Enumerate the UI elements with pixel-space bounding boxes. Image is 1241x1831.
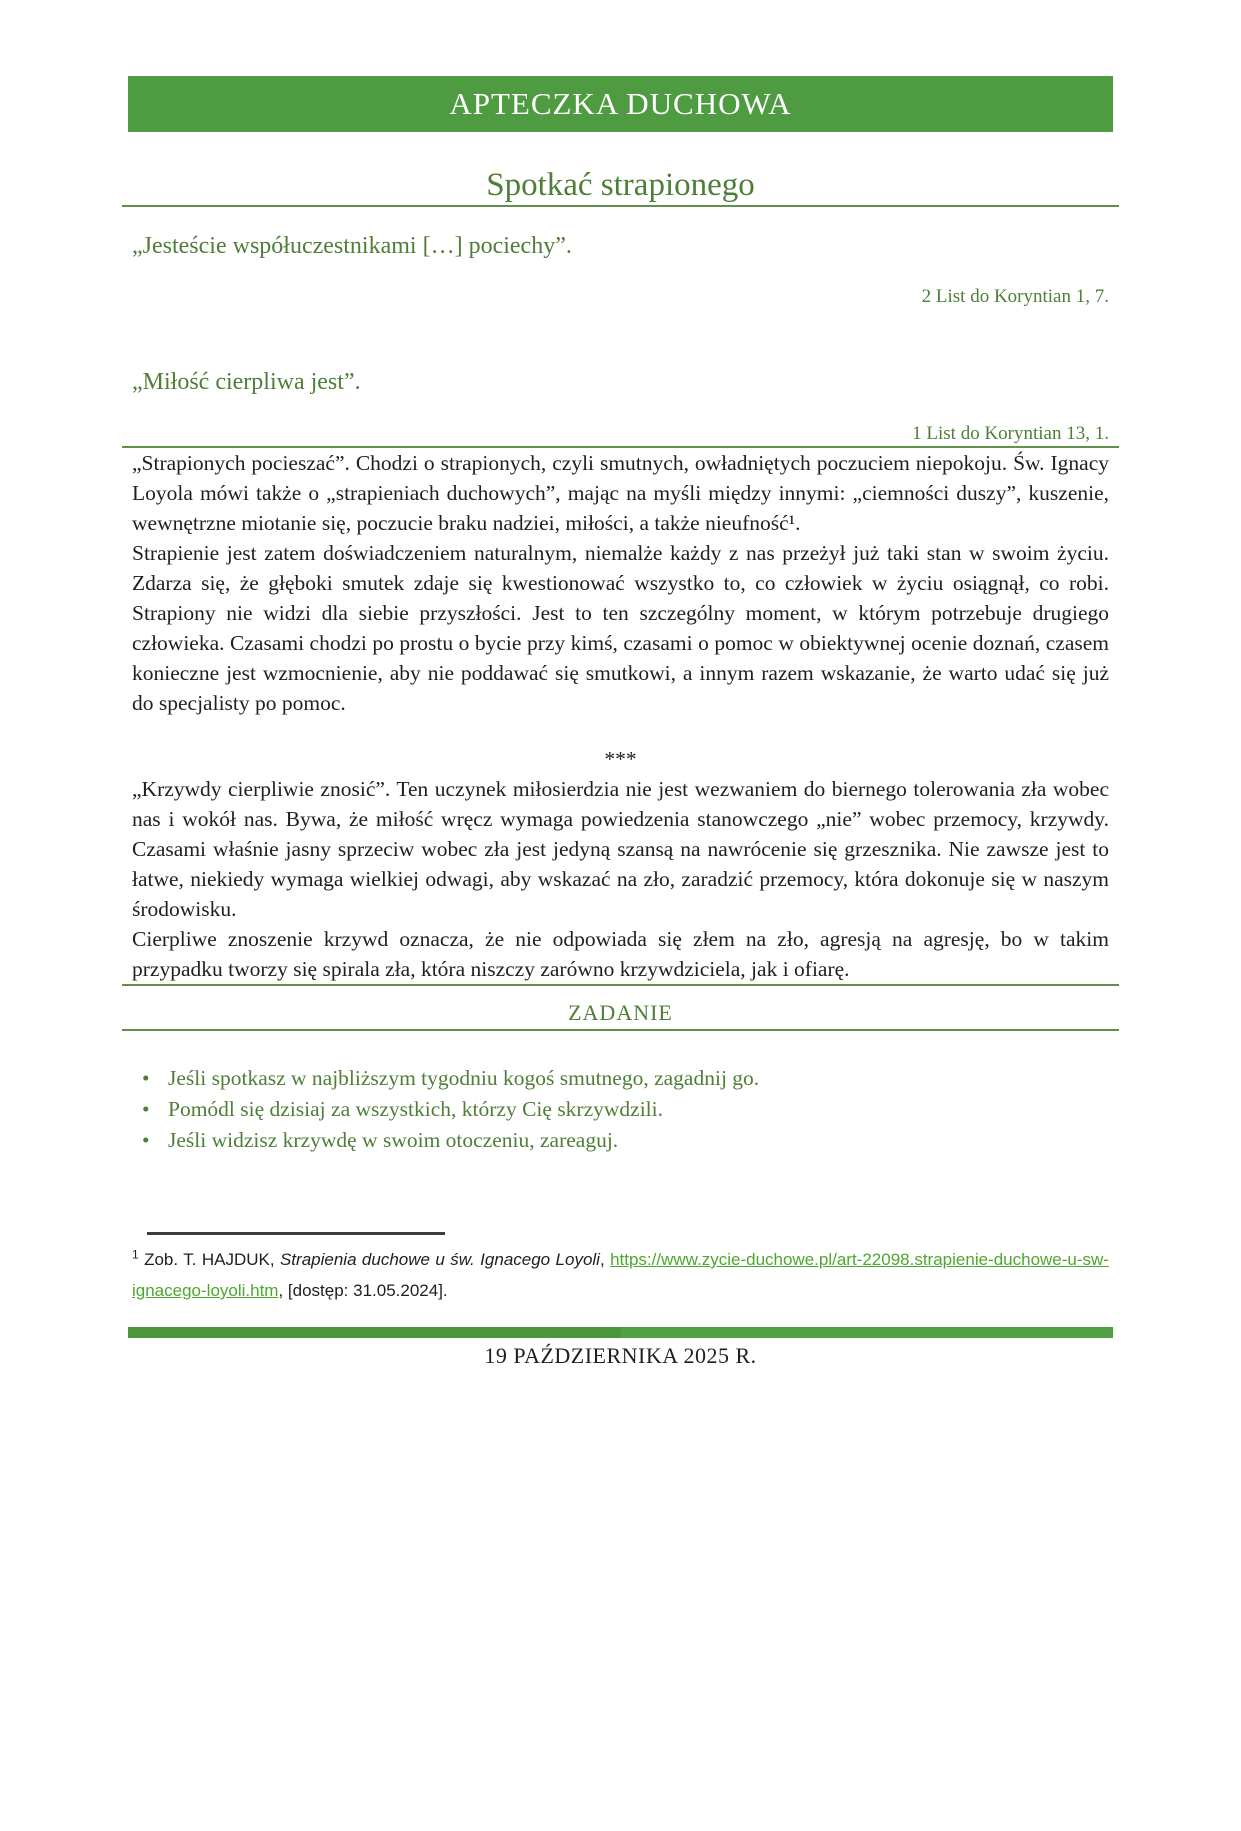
footnote [122, 1244, 1119, 1306]
section-divider [122, 205, 1119, 207]
body-paragraph: Cierpliwe znoszenie krzywd oznacza, że nie odpowiada się złem na zło, agresją na agresję, bo w takim przypadku tworzy się spirala zła, która niszczy zarówno krzywdziciela, jak i ofiarę. [132, 927, 1109, 981]
footer-bar-left-segment [128, 1327, 621, 1338]
footer-bar [128, 1327, 1113, 1338]
footnote-separator [147, 1232, 445, 1235]
section-divider [122, 984, 1119, 986]
body-paragraph: „Strapionych pocieszać”. Chodzi o strapionych, czyli smutnych, owładniętych poczuciem niepokoju. Św. Ignacy Loyola mówi także o „strapieniach duchowych”, mając na myśli między innymi: „ciemności duszy”, kuszenie, wewnętrzne miotanie się, poczucie braku nadziei, miłości, a także nieufność¹. [132, 451, 1109, 535]
body-paragraph: „Krzywdy cierpliwie znosić”. Ten uczynek miłosierdzia nie jest wezwaniem do biernego tolerowania zła wobec nas i wokół nas. Bywa, że miłość wręcz wymaga powiedzenia stanowczego „nie” wobec przemocy, krzywdy. Czasami właśnie jasny sprzeciw wobec zła jest jedyną szansą na nawrócenie się grzesznika. Nie zawsze jest to łatwe, niekiedy wymaga wielkiej odwagi, aby wskazać na zło, zaradzić przemocy, która dokonuje się w naszym środowisku. [132, 777, 1109, 921]
footnote-prefix: Zob. T. HAJDUK, [144, 1250, 280, 1269]
scripture-reference: 2 List do Koryntian 1, 7. [921, 286, 1109, 307]
footnote-suffix: , [dostęp: 31.05.2024]. [278, 1281, 448, 1300]
footer-date: 19 PAŹDZIERNIKA 2025 R. [484, 1343, 757, 1368]
footnote-comma: , [599, 1250, 611, 1269]
task-section-heading: ZADANIE [568, 1000, 673, 1025]
task-list-item: • Jeśli widzisz krzywdę w swoim otoczeniu, zareaguj. [142, 1125, 1109, 1156]
header-banner [128, 76, 1113, 132]
footnote-marker: 1 [132, 1247, 139, 1262]
article-body [122, 448, 1119, 984]
task-list [122, 1063, 1119, 1156]
page-title: Spotkać strapionego [486, 167, 755, 203]
task-list-item: • Jeśli spotkasz w najbliższym tygodniu kogoś smutnego, zagadnij go. [142, 1063, 1109, 1094]
task-list-item: • Pomódl się dzisiaj za wszystkich, którzy Cię skrzywdzili. [142, 1094, 1109, 1125]
scripture-quote: „Miłość cierpliwa jest”. [132, 369, 361, 395]
banner-title: APTECZKA DUCHOWA [449, 86, 792, 121]
footnote-link[interactable]: https://www.zycie-duchowe.pl/art-22098.strapienie-duchowe-u-sw-ignacego-loyoli.htm [132, 1250, 1109, 1300]
asterisk-separator: *** [604, 747, 637, 771]
footer-bar-right-segment [621, 1327, 1114, 1338]
body-paragraph: Strapienie jest zatem doświadczeniem naturalnym, niemalże każdy z nas przeżył już taki stan w swoim życiu. Zdarza się, że głęboki smutek zdaje się kwestionować wszystko to, co człowiek w życiu osiągnął, co robi. Strapiony nie widzi dla siebie przyszłości. Jest to ten szczególny moment, w którym potrzebuje drugiego człowieka. Czasami chodzi po prostu o bycie przy kimś, czasami o pomoc w obiektywnej ocenie doznań, czasem konieczne jest wzmocnienie, aby nie poddawać się smutkowi, a innym razem wskazanie, że warto udać się już do specjalisty po pomoc. [132, 541, 1109, 715]
scripture-quote: „Jesteście współuczestnikami […] pociechy”. [132, 233, 572, 259]
document-page [0, 76, 1241, 1831]
section-divider [122, 1029, 1119, 1031]
scripture-reference: 1 List do Koryntian 13, 1. [912, 423, 1109, 444]
page-content [122, 76, 1119, 1370]
footnote-work-title: Strapienia duchowe u św. Ignacego Loyoli [279, 1250, 600, 1269]
